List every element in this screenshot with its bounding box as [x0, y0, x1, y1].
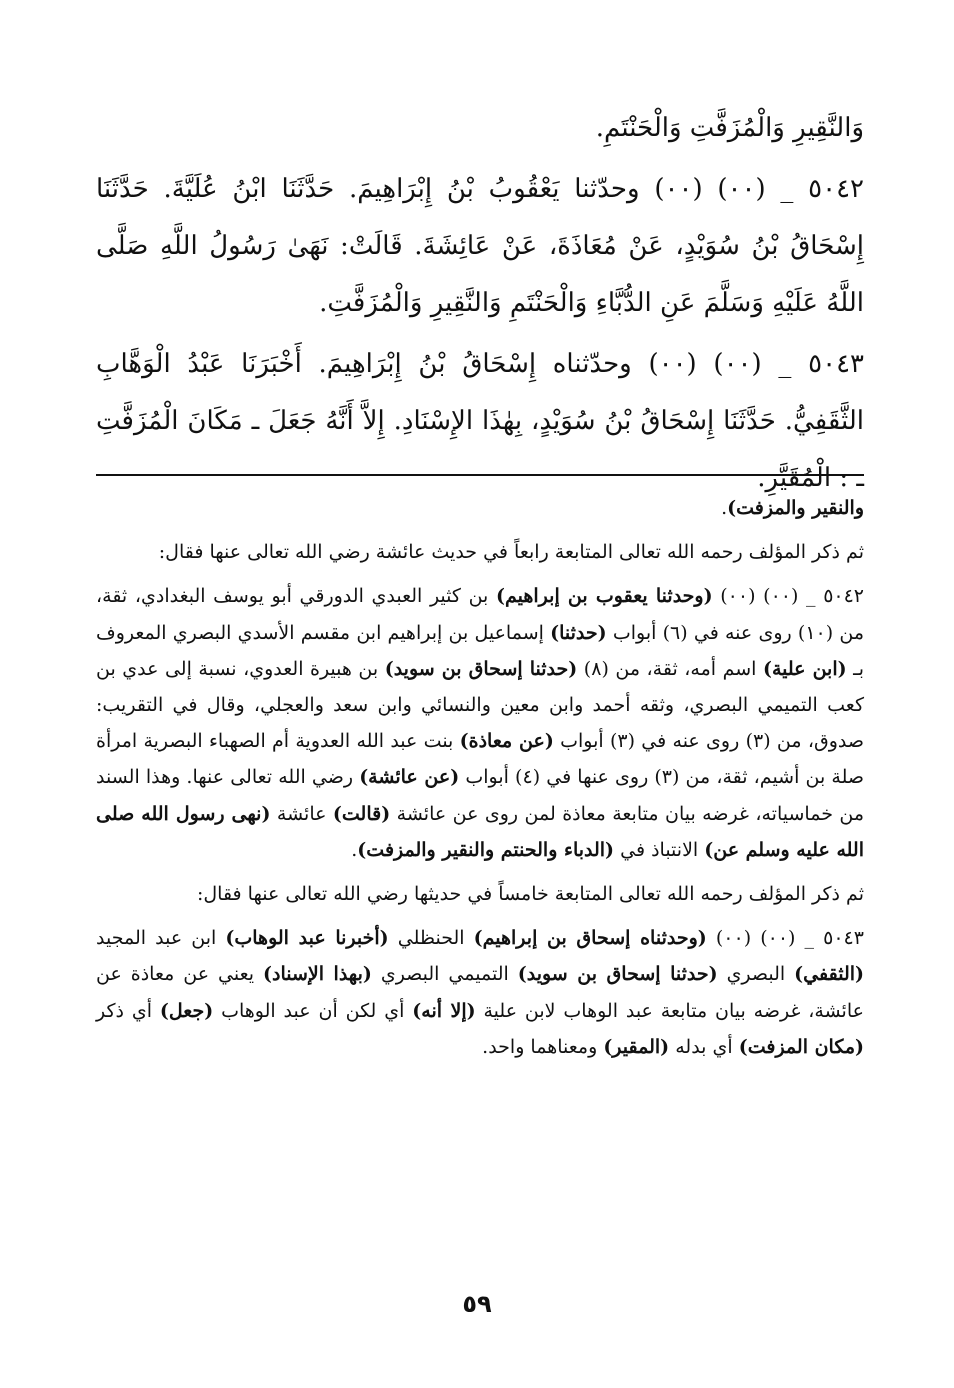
- commentary-text: ومعناهما واحد.: [482, 1035, 598, 1058]
- hadith-number: ٥٠٤٢ _ (٠٠) (٠٠): [654, 174, 864, 204]
- commentary-text: عائشة: [276, 802, 327, 825]
- commentary-text: .: [351, 838, 358, 861]
- hadith-text-section: [96, 100, 864, 507]
- commentary-paragraph: [96, 578, 864, 868]
- commentary-text: يعني عن معاذة عن عائشة، غرضه بيان متابعة عبد الوهاب لابن علية: [96, 963, 864, 1022]
- hadith-continuation-text: وَالنَّقِيرِ وَالْمُزَفَّتِ وَالْحَنْتَمِ.: [595, 113, 864, 143]
- hadith-number: ٥٠٤٣ _ (٠٠) (٠٠): [648, 349, 864, 379]
- commentary-text: بن هبيرة العدوي، نسبة إلى عدي بن كعب التميمي البصري، وثقه أحمد وابن معين والنسائي وابن سعد والعجلي، وقال في التقريب: صدوق، من (٣) روى عنه في (٣) أبواب: [96, 657, 864, 753]
- commentary-bold-text: (جعل): [159, 999, 214, 1022]
- page-number: ٥٩: [462, 1290, 492, 1318]
- hadith-continuation-line: [96, 100, 864, 157]
- commentary-section: [96, 490, 864, 1065]
- commentary-text: أي بدله: [675, 1035, 733, 1058]
- commentary-text: اسم أمه، ثقة، من (٨): [583, 657, 757, 680]
- commentary-text: التميمي البصري: [380, 963, 509, 986]
- hadith-number: ٥٠٤٢ _ (٠٠) (٠٠): [720, 585, 865, 608]
- commentary-text: الحنظلي: [397, 927, 465, 950]
- commentary-bold-text: (عن معاذة): [459, 730, 554, 753]
- commentary-bold-text: (أخبرنا عبد الوهاب): [225, 927, 389, 950]
- commentary-bold-text: (بهذا الإسناد): [263, 963, 372, 986]
- hadith-5043: [96, 336, 864, 507]
- commentary-bold-text: (مكان المزفت): [738, 1035, 864, 1058]
- commentary-bold-text: (ابن علية): [762, 657, 847, 680]
- commentary-text: بن كثير العبدي الدورقي أبو يوسف البغدادي، ثقة، من (١٠) روى عنه في (٦) أبواب: [96, 585, 864, 644]
- hadith-number: ٥٠٤٣ _ (٠٠) (٠٠): [715, 927, 864, 950]
- commentary-text: إسماعيل بن إبراهيم ابن مقسم الأسدي البصري المعروف بـ: [96, 621, 864, 680]
- commentary-bold-text: (الثقفي): [794, 963, 865, 986]
- commentary-bold-text: (وحدثنا يعقوب بن إبراهيم): [496, 585, 713, 608]
- commentary-paragraph: ثم ذكر المؤلف رحمه الله تعالى المتابعة خامساً في حديثها رضي الله تعالى عنها فقال:: [196, 883, 864, 906]
- commentary-text: رضي الله تعالى عنها. وهذا السند من خماسياته، غرضه بيان متابعة معاذة لمن روى عن عائشة: [96, 766, 865, 825]
- commentary-text: بنت عبد الله العدوية أم الصهباء البصرية امرأة صلة بن أشيم، ثقة، من (٣) روى عنها في (٤) أبواب: [96, 730, 865, 789]
- commentary-bold-text: (إلا أنه): [412, 999, 476, 1022]
- commentary-paragraph: ثم ذكر المؤلف رحمه الله تعالى المتابعة رابعاً في حديث عائشة رضي الله تعالى عنها فقال:: [158, 541, 864, 564]
- commentary-text: أي ذكر: [96, 999, 153, 1022]
- commentary-text: أي لكن أن عبد الوهاب: [221, 999, 405, 1022]
- commentary-bold-text: والنقير والمزفت): [727, 497, 864, 519]
- commentary-bold-text: (قالت): [332, 802, 391, 825]
- commentary-bold-text: (عن عائشة): [359, 766, 460, 789]
- commentary-bold-text: (حدثنا إسحاق بن سويد): [517, 963, 718, 986]
- commentary-bold-text: (حدثنا): [550, 621, 607, 644]
- hadith-body: وحدّثناه إِسْحَاقُ بْنُ إِبْرَاهِيمَ. أَخْبَرَنَا عَبْدُ الْوَهَّابِ الثَّقَفِيُّ. حَدَّثَنَا إِسْحَاقُ بْنُ سُوَيْدٍ، بِهٰذَا الإِسْنَادِ. إِلاَّ أَنَّهُ جَعَلَ ـ مَكَانَ الْمُزَفَّتِ ـ : الْمُقَيَّرِ.: [96, 349, 864, 493]
- commentary-text: البصري: [726, 963, 786, 986]
- commentary-text: .: [721, 497, 728, 519]
- commentary-bold-text: (الدباء والحنتم والنقير والمزفت): [357, 838, 615, 861]
- commentary-bold-text: (وحدثناه إسحاق بن إبراهيم): [473, 927, 707, 950]
- commentary-paragraph: [96, 920, 864, 1065]
- hadith-body: وحدّثنا يَعْقُوبُ بْنُ إِبْرَاهِيمَ. حَدَّثَنَا ابْنُ عُلَيَّةَ. حَدَّثَنَا إِسْحَاقُ بْنُ سُوَيْدٍ، عَنْ مُعَاذَةَ، عَنْ عَائِشَةَ. قَالَتْ: نَهَىٰ رَسُولُ اللَّهِ صَلَّى اللَّهُ عَلَيْهِ وَسَلَّمَ عَنِ الدُّبَّاءِ وَالْحَنْتَمِ وَالنَّقِيرِ وَالْمُزَفَّتِ.: [96, 174, 864, 318]
- commentary-bold-text: (المقير): [603, 1035, 670, 1058]
- commentary-text: ابن عبد المجيد: [96, 927, 217, 950]
- footnote-divider: [96, 474, 864, 476]
- hadith-5042: [96, 161, 864, 332]
- commentary-paragraph: [96, 490, 864, 526]
- commentary-bold-text: (نهى رسول الله صلى الله عليه وسلم عن): [96, 802, 864, 861]
- commentary-text: الانتباذ في: [620, 838, 699, 861]
- commentary-bold-text: (حدثنا إسحاق بن سويد): [384, 657, 578, 680]
